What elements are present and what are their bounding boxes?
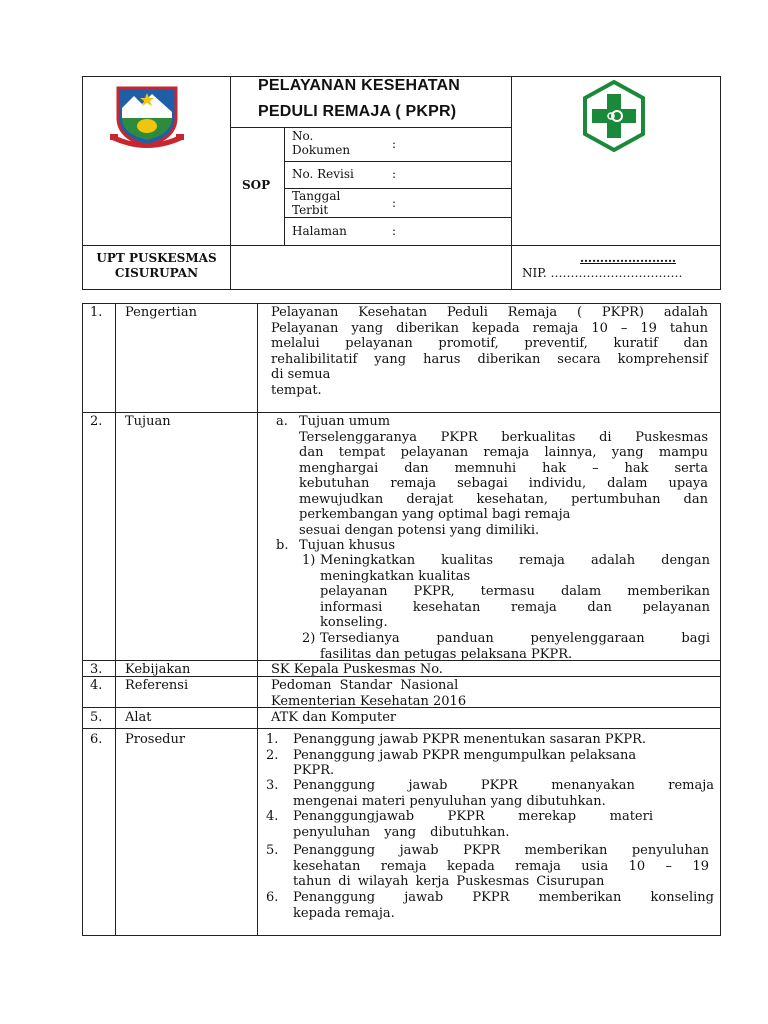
row-5-label: Alat [125,710,152,725]
row-1-line: di semua [271,367,331,382]
row-6-number: 6. [90,732,103,747]
step-2-line: Penanggung jawab PKPR mengumpulkan pelaksana [293,747,637,763]
row-3-number: 3. [90,662,103,677]
step-5-number: 5. [266,843,279,858]
step-2-number: 2. [266,747,279,763]
signature-nip: NIP. …………………………… [522,266,683,280]
unit-name [84,251,229,281]
tujuan-khusus-2-line: fasilitas dan petugas pelaksana PKPR. [320,646,573,662]
tujuan-khusus-1-text [320,553,710,631]
sop-title-line-2: PEDULI REMAJA ( PKPR) [258,103,457,120]
step-6-number: 6. [266,890,279,905]
row-1-line: rehalibilitatif yang harus diberikan secara komprehensif [271,351,708,367]
row-1-label: Pengertian [125,305,197,320]
row-2-label: Tujuan [125,414,171,429]
tujuan-umum-text [299,430,708,539]
row-6-label: Prosedur [125,732,186,747]
tujuan-khusus-2-marker: 2) [302,631,316,646]
field-value-no-revisi: : [392,167,397,181]
field-value-halaman: : [392,224,397,238]
step-3-line: mengenai materi penyuluhan yang dibutuhkan. [293,793,606,809]
row-1-line: melalui pelayanan promotif, preventif, kuratif dan [271,336,708,351]
tujuan-khusus-marker: b. [276,538,289,553]
tujuan-umum-line: perkembangan yang optimal bagi remaja [299,507,571,522]
step-1-text [293,732,713,748]
field-value-tanggal-terbit: : [392,196,397,210]
row-4-line: Pedoman Standar Nasional [271,678,459,693]
step-5-line: Penanggung jawab PKPR memberikan penyuluhan [293,843,709,858]
field-label-tanggal-terbit [292,189,362,217]
step-6-line: Penanggung jawab PKPR memberikan konseling [293,890,714,905]
sop-label: SOP [242,178,271,192]
row-5-number: 5. [90,710,103,725]
step-4-text [293,809,653,840]
row-1-line: Pelayanan Kesehatan Peduli Remaja ( PKPR) adalah [271,305,708,320]
step-5-line: tahun di wilayah kerja Puskesmas Cisurupan [293,874,605,889]
regency-emblem-logo [108,82,186,154]
field-label-no-revisi: No. Revisi [292,167,354,181]
tujuan-khusus-2-text [320,631,710,662]
row-1-content [271,305,708,398]
step-2-line: PKPR. [293,763,335,778]
unit-name-line-1: UPT PUSKESMAS [96,251,217,265]
step-1-line: Penanggung jawab PKPR menentukan sasaran PKPR. [293,732,647,747]
tujuan-umum-line: sesuai dengan potensi yang dimiliki. [299,522,540,538]
step-3-line: Penanggung jawab PKPR menanyakan remaja [293,778,714,793]
step-4-line: penyuluhan yang dibutuhkan. [293,824,510,840]
row-2-number: 2. [90,414,103,429]
sop-title-line-1: PELAYANAN KESEHATAN [258,77,461,94]
row-3-content: SK Kepala Puskesmas No. [271,662,443,677]
tujuan-umum-marker: a. [276,414,288,429]
step-5-line: kesehatan remaja kepada remaja usia 10 – 19 [293,858,709,874]
tujuan-khusus-1-line: meningkatkan kualitas [320,568,471,584]
signature-name: …………………… [580,251,676,265]
tujuan-khusus-1-line: pelayanan PKPR, termasu dalam memberikan [320,584,710,599]
field-label-halaman: Halaman [292,224,347,238]
step-2-text [293,748,713,779]
row-3-label: Kebijakan [125,662,191,677]
field-label-tanggal-terbit-text: Tanggal Terbit [292,189,341,217]
tujuan-khusus-1-marker: 1) [302,553,316,568]
tujuan-umum-line: Terselenggaranya PKPR berkualitas di Puskesmas [299,429,708,445]
step-6-line: kepada remaja. [293,905,395,921]
field-label-no-dokumen [292,129,372,157]
puskesmas-logo [578,80,650,152]
step-3-text [293,778,714,809]
row-4-line: Kementerian Kesehatan 2016 [271,693,467,709]
tujuan-khusus-1-line: Meningkatkan kualitas remaja adalah dengan [320,553,710,568]
step-4-line: Penanggungjawab PKPR merekap materi [293,809,653,824]
step-3-number: 3. [266,778,279,793]
tujuan-umum-line: mewujudkan derajat kesehatan, pertumbuhan dan [299,491,708,507]
step-4-number: 4. [266,809,279,824]
unit-name-line-2: CISURUPAN [114,266,199,280]
step-6-text [293,890,714,921]
row-1-line: tempat. [271,382,322,398]
field-value-no-dokumen: : [392,137,397,151]
tujuan-khusus-2-line: Tersedianya panduan penyelenggaraan bagi [320,631,710,646]
tujuan-umum-title: Tujuan umum [299,414,391,429]
step-5-text [293,843,709,890]
row-1-line: Pelayanan yang diberikan kepada remaja 10 – 19 tahun [271,320,708,336]
row-4-number: 4. [90,678,103,693]
tujuan-umum-line: dan tempat pelayanan remaja lainnya, yang mampu [299,445,708,460]
row-1-number: 1. [90,305,103,320]
tujuan-khusus-1-line: informasi kesehatan remaja dan pelayanan [320,599,710,615]
tujuan-umum-line: menghargai dan memnuhi hak – hak serta [299,460,708,476]
row-4-content [271,678,511,709]
tujuan-khusus-title: Tujuan khusus [299,538,396,553]
tujuan-umum-line: kebutuhan remaja sebagai individu, dalam upaya [299,476,708,491]
tujuan-khusus-1-line: konseling. [320,615,388,630]
row-4-label: Referensi [125,678,189,693]
step-1-number: 1. [266,732,279,747]
field-label-no-dokumen-text: No. Dokumen [292,129,351,157]
row-5-content: ATK dan Komputer [271,710,397,725]
